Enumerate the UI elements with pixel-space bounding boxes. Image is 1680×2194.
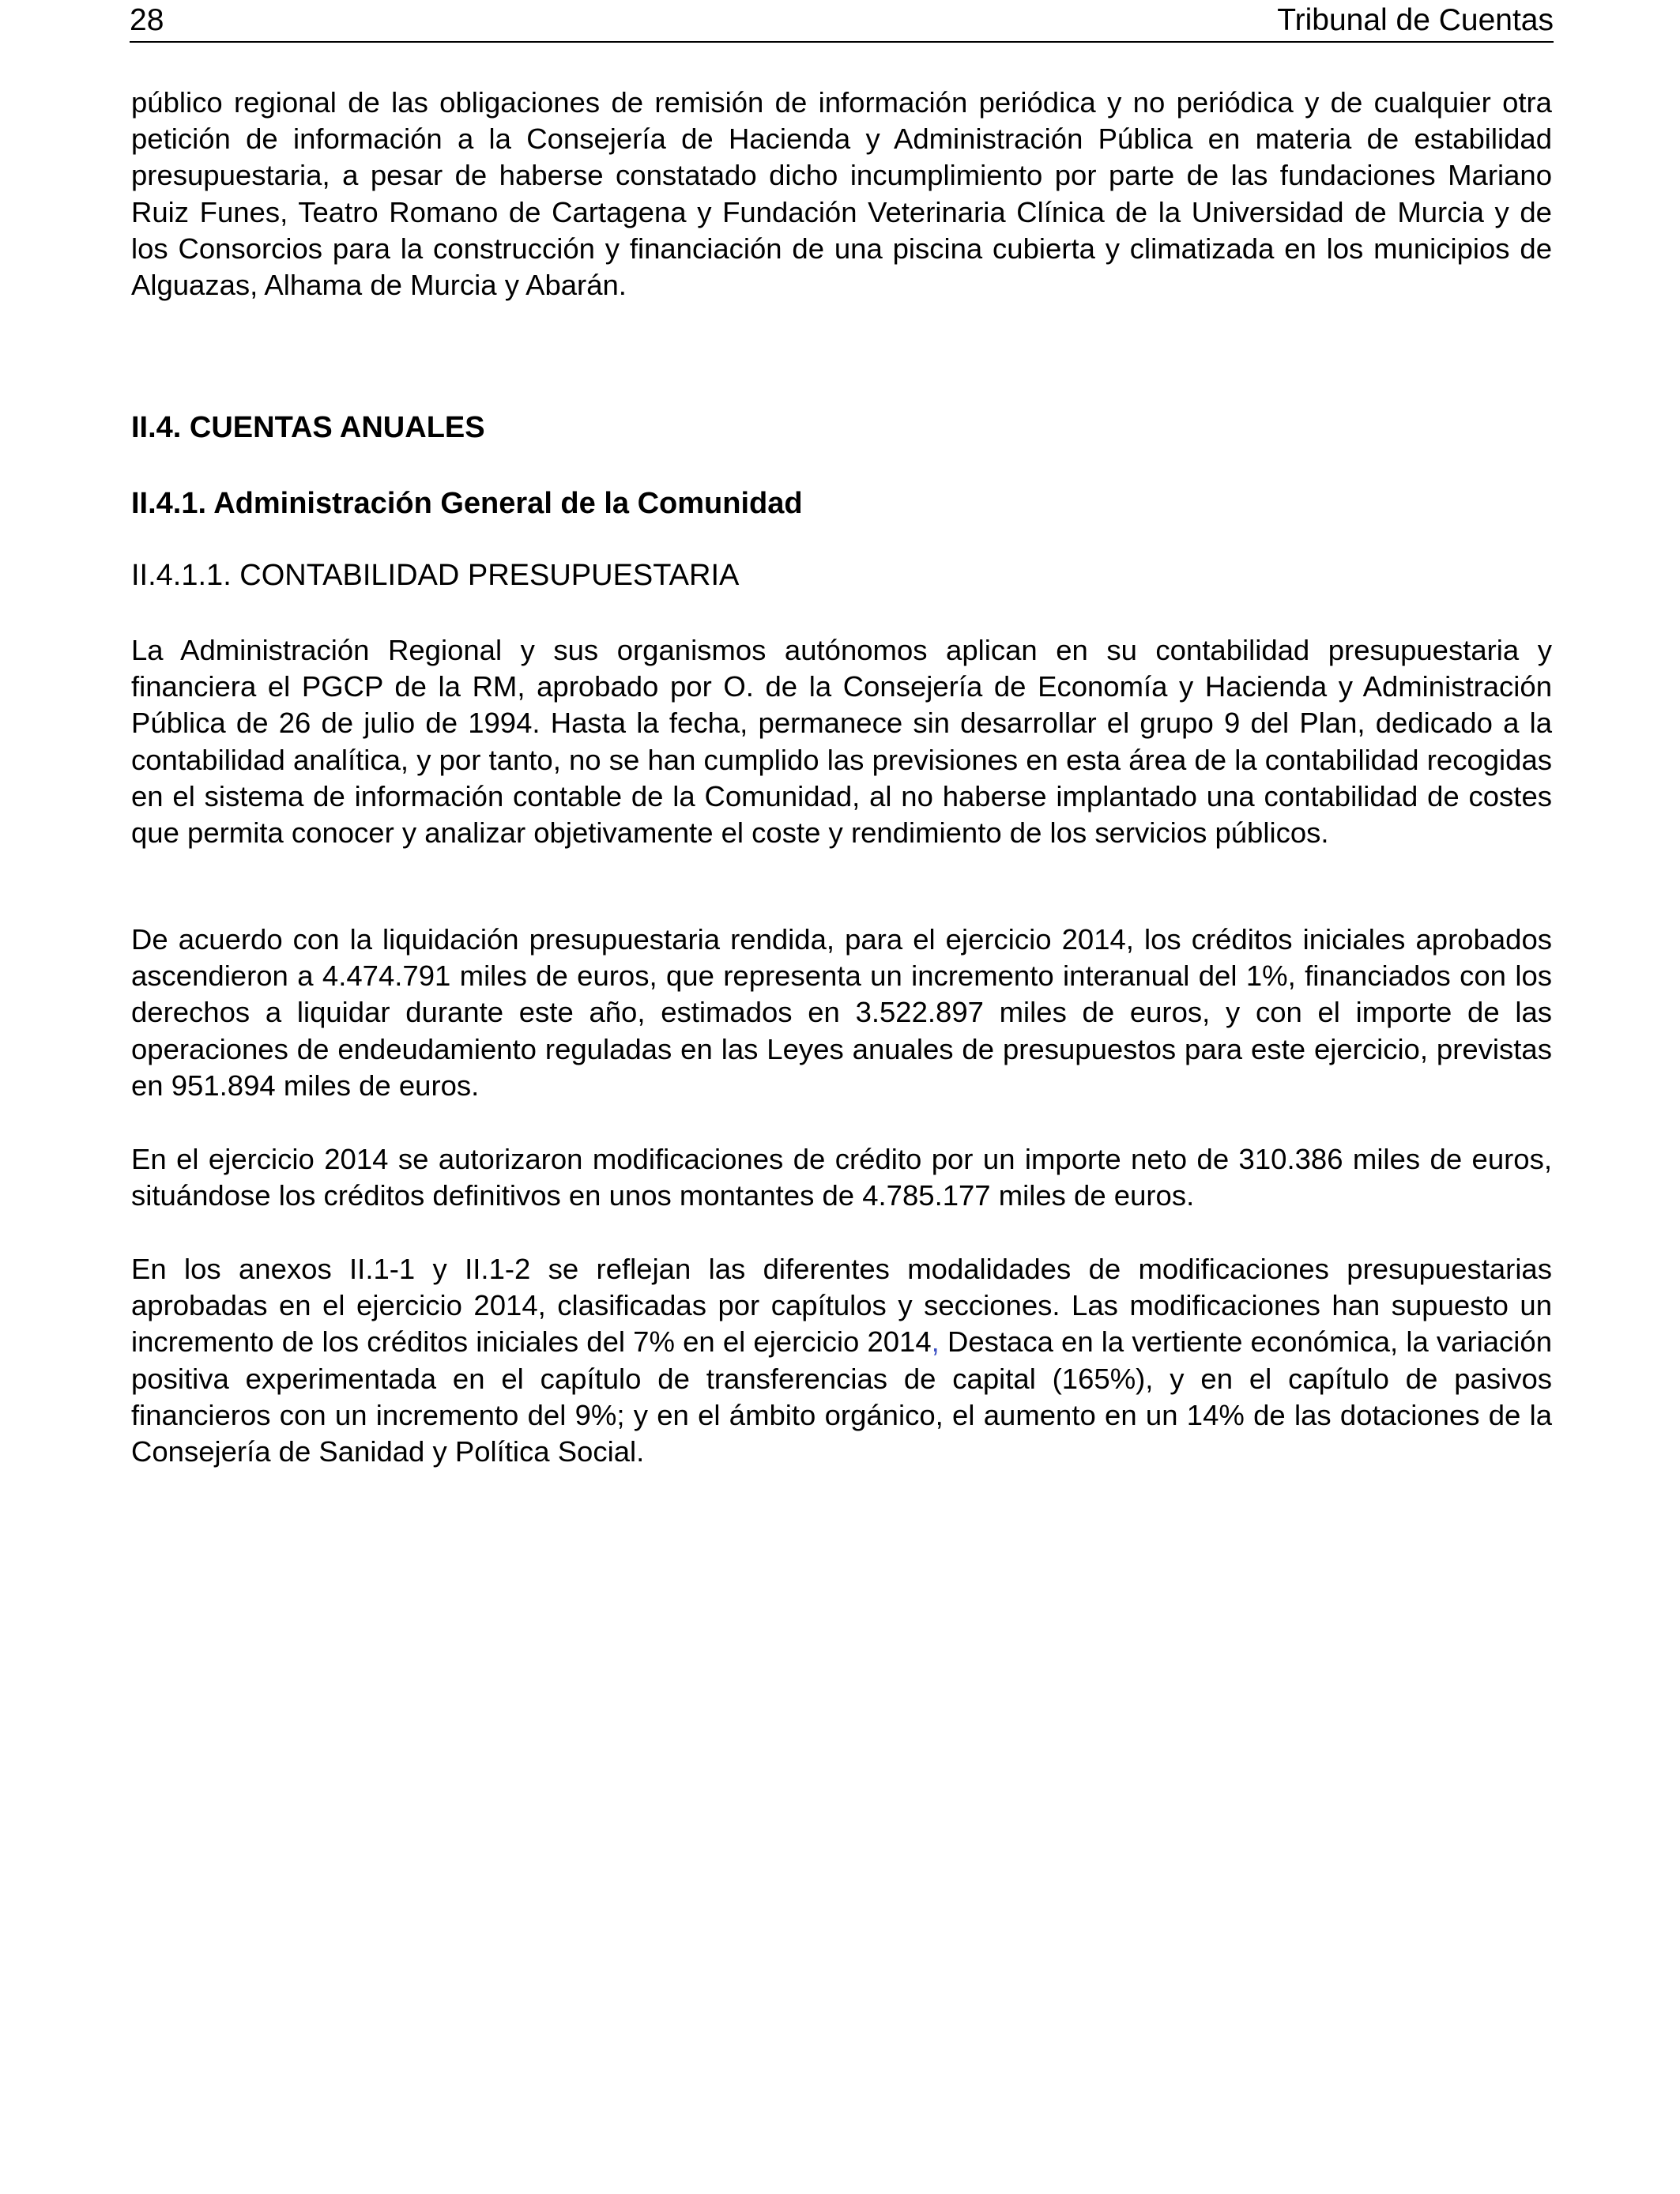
paragraph-annexes bbox=[131, 1251, 1552, 1470]
subsubsection-heading: II.4.1.1. CONTABILIDAD PRESUPUESTARIA bbox=[131, 559, 740, 592]
subsection-heading: II.4.1. Administración General de la Comunidad bbox=[131, 487, 803, 520]
paragraph-annexes-part1: En los anexos II.1-1 y II.1-2 se reflejan las diferentes modalidades de modificaciones presupuestarias aprobadas en el ejercicio 2014, clasificadas por capítulos y secciones. Las modificaciones han supuesto un incremento de los créditos iniciales del 7% en el ejercicio 2014 bbox=[131, 1253, 1552, 1359]
paragraph-annexes-part2: Destaca en la vertiente económica, la variación positiva experimentada en el capítulo de transferencias de capital (165%), y en el capítulo de pasivos financieros con un incremento del 9%; y en el ámbito orgánico, el aumento en un 14% de las dotaciones de la Consejería de Sanidad y Política Social. bbox=[131, 1325, 1552, 1468]
header-organization: Tribunal de Cuentas bbox=[1277, 3, 1554, 37]
paragraph-accounting-plan: La Administración Regional y sus organismos autónomos aplican en su contabilidad presupuestaria y financiera el PGCP de la RM, aprobado por O. de la Consejería de Economía y Hacienda y Administración Pública de 26 de julio de 1994. Hasta la fecha, permanece sin desarrollar el grupo 9 del Plan, dedicado a la contabilidad analítica, y por tanto, no se han cumplido las previsiones en esta área de la contabilidad recogidas en el sistema de información contable de la Comunidad, al no haberse implantado una contabilidad de costes que permita conocer y analizar objetivamente el coste y rendimiento de los servicios públicos. bbox=[131, 634, 1552, 850]
page-header bbox=[130, 0, 1554, 43]
page-number: 28 bbox=[130, 3, 164, 37]
paragraph-intro: público regional de las obligaciones de remisión de información periódica y no periódica y de cualquier otra petición de información a la Consejería de Hacienda y Administración Pública en materia de estabilidad presupuestaria, a pesar de haberse constatado dicho incumplimiento por parte de las fundaciones Mariano Ruiz Funes, Teatro Romano de Cartagena y Fundación Veterinaria Clínica de la Universidad de Murcia y de los Consorcios para la construcción y financiación de una piscina cubierta y climatizada en los municipios de Alguazas, Alhama de Murcia y Abarán. bbox=[131, 86, 1552, 302]
paragraph-credit-modifications: En el ejercicio 2014 se autorizaron modificaciones de crédito por un importe neto de 310.386 miles de euros, situándose los créditos definitivos en unos montantes de 4.785.177 miles de euros. bbox=[131, 1143, 1552, 1212]
paragraph-annexes-comma: , bbox=[931, 1325, 940, 1359]
section-heading: II.4. CUENTAS ANUALES bbox=[131, 411, 485, 444]
paragraph-budget-liquidation: De acuerdo con la liquidación presupuestaria rendida, para el ejercicio 2014, los créditos iniciales aprobados ascendieron a 4.474.791 miles de euros, que representa un incremento interanual del 1%, financiados con los derechos a liquidar durante este año, estimados en 3.522.897 miles de euros, y con el importe de las operaciones de endeudamiento reguladas en las Leyes anuales de presupuestos para este ejercicio, previstas en 951.894 miles de euros. bbox=[131, 923, 1552, 1102]
